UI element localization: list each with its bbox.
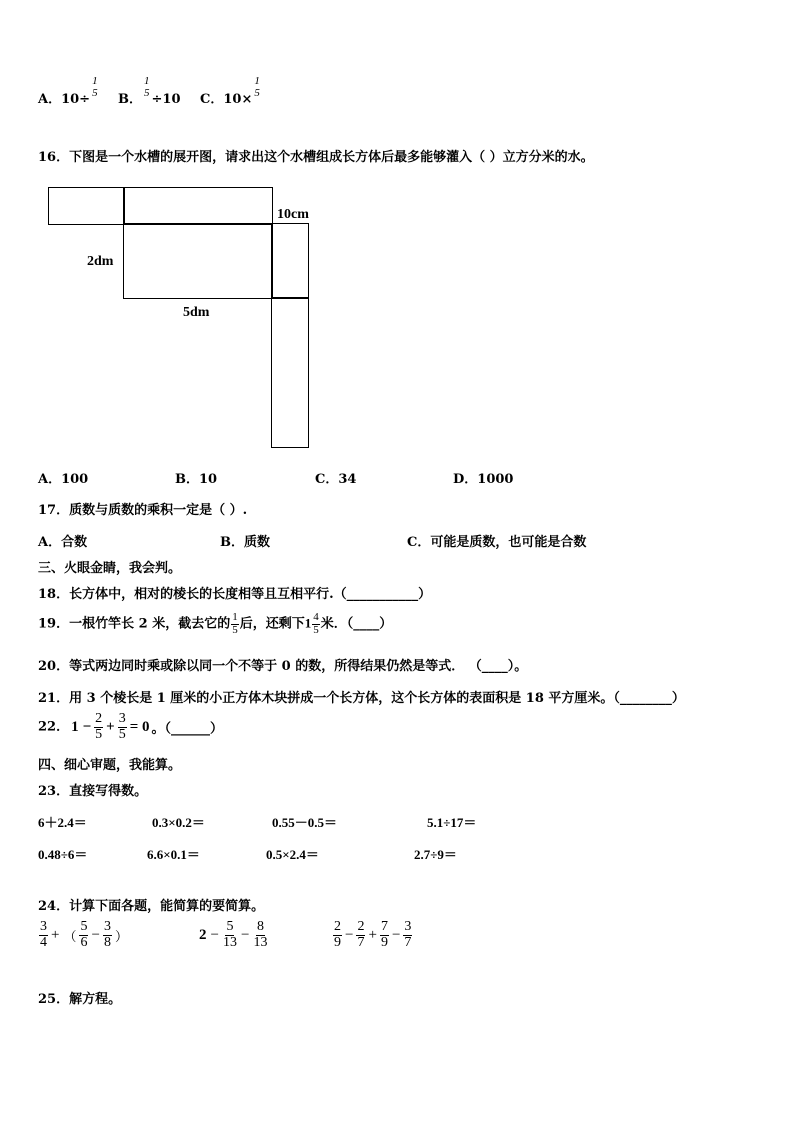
q17-option-b: B．质数 [220, 535, 270, 550]
q16-option-d: D．1000 [453, 472, 514, 487]
q15-option-a: A．10÷ 1 5 [38, 75, 98, 108]
q23-item: 2.7÷9＝ [414, 847, 457, 862]
q23-item: 6＋2.4＝ [38, 815, 87, 830]
q24-expression-1: $\frac{3}{4}$ + （ $\frac{5}{6}$ − $\frac{3}{8}$ ） [40, 919, 128, 950]
q24-expression-2: 2 − $\frac{5}{13}$ − $\frac{8}{13}$ [199, 919, 268, 950]
q17-option-a: A．合数 [38, 535, 88, 550]
q21-statement: 21．用 3 个棱长是 1 厘米的小正方体木块拼成一个长方体，这个长方体的表面积是 18 平方厘米。（________） [38, 691, 685, 706]
q24-title: 24．计算下面各题，能简算的要简算。 [38, 899, 265, 914]
q16-option-b: B．10 [175, 472, 218, 487]
net-face-bottom-long [271, 297, 309, 448]
net-face-left-top [48, 187, 125, 225]
q18-statement: 18．长方体中，相对的棱长的长度相等且互相平行.（___________） [38, 587, 432, 602]
q17-option-c: C．可能是质数，也可能是合数 [407, 535, 587, 550]
q23-item: 0.55－0.5＝ [272, 815, 338, 830]
label-10cm: 10cm [277, 207, 309, 222]
q16-option-c: C．34 [315, 472, 357, 487]
q23-item: 6.6×0.1＝ [147, 847, 200, 862]
q25-title: 25．解方程。 [38, 992, 122, 1007]
q16-option-a: A．100 [38, 472, 89, 487]
net-face-base [123, 223, 273, 299]
q15-option-c: C．10× 1 5 [200, 75, 260, 108]
q23-item: 0.3×0.2＝ [152, 815, 205, 830]
section-4-heading: 四、细心审题，我能算。 [38, 758, 182, 773]
q23-item: 5.1÷17＝ [427, 815, 477, 830]
q22-statement: 22． 1 − $\frac{2}{5}$ + $\frac{3}{5}$ = 0 。（______） [38, 711, 224, 742]
net-face-right [271, 223, 309, 299]
q19-statement: 19．一根竹竿长 2 米，截去它的 $\frac{1}{5}$ 后，还剩下1 $\frac{4}{5}$ 米．（____） [38, 611, 393, 636]
section-3-heading: 三、火眼金睛，我会判。 [38, 561, 182, 576]
q15-option-b: B． 1 5 ÷10 [118, 75, 181, 108]
label-2dm: 2dm [87, 254, 114, 269]
q17-question: 17．质数与质数的乘积一定是（ ）. [38, 503, 248, 518]
label-5dm: 5dm [183, 305, 210, 320]
q23-title: 23．直接写得数。 [38, 784, 148, 799]
net-face-top [123, 187, 273, 225]
q20-statement: 20．等式两边同时乘或除以同一个不等于 0 的数，所得结果仍然是等式． （____）。 [38, 659, 528, 674]
q23-item: 0.5×2.4＝ [266, 847, 319, 862]
q24-expression-3: $\frac{2}{9}$ − $\frac{2}{7}$ + $\frac{7}{9}$ − $\frac{3}{7}$ [334, 919, 412, 950]
q23-item: 0.48÷6＝ [38, 847, 88, 862]
q16-question: 16．下图是一个水槽的展开图，请求出这个水槽组成长方体后最多能够灌入（ ）立方分米的水。 [38, 150, 594, 165]
